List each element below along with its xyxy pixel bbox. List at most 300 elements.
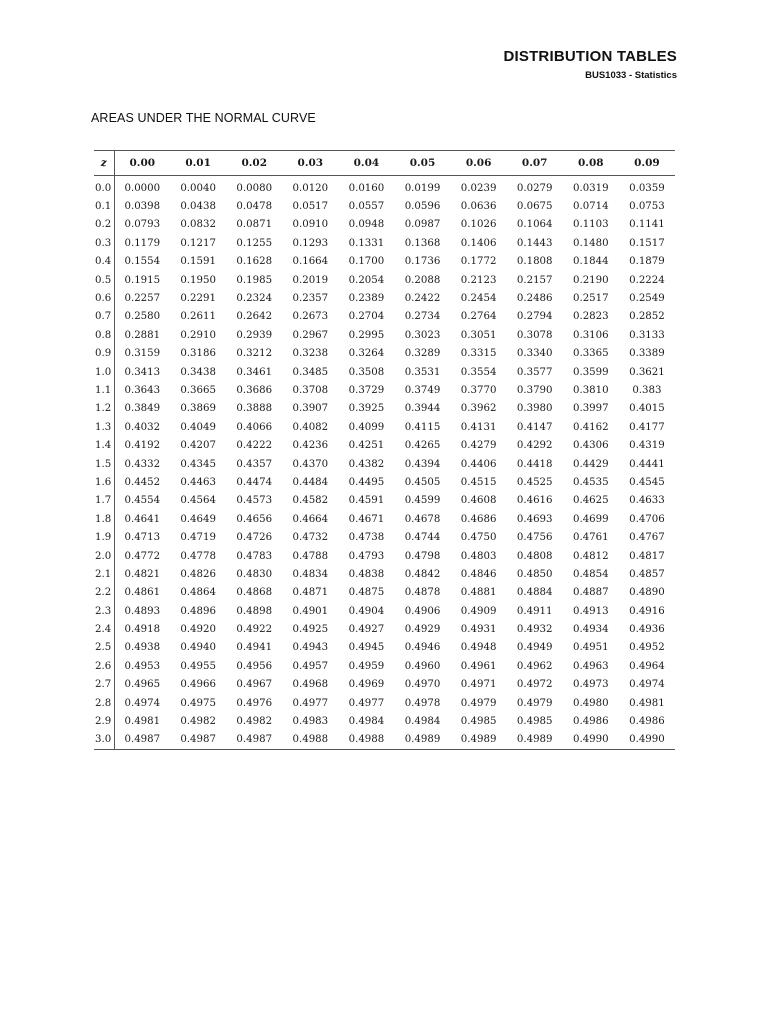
- probability-cell: 0.4319: [629, 440, 665, 452]
- probability-cell: 0.1179: [124, 237, 161, 249]
- z-value-cell: 0.4: [94, 253, 114, 271]
- probability-cell: 0.4525: [516, 476, 553, 488]
- document-title: DISTRIBUTION TABLES: [503, 48, 677, 65]
- probability-cell: 0.4830: [236, 568, 273, 580]
- probability-cell: 0.4887: [572, 587, 609, 599]
- probability-cell: 0.3790: [516, 384, 553, 396]
- probability-cell: 0.4798: [404, 550, 441, 562]
- probability-cell: 0.4927: [348, 624, 385, 636]
- probability-cell: 0.4591: [348, 495, 385, 507]
- probability-cell: 0.4641: [124, 513, 161, 525]
- probability-cell: 0.4960: [404, 660, 441, 672]
- z-value-cell: 0.8: [94, 326, 114, 344]
- probability-cell: 0.4913: [572, 605, 609, 617]
- probability-cell: 0.2224: [629, 274, 665, 286]
- probability-cell: 0.4732: [292, 532, 329, 544]
- probability-cell: 0.4972: [516, 679, 553, 691]
- probability-cell: 0.4987: [114, 731, 170, 750]
- table-row: [94, 234, 675, 252]
- probability-cell: 0.0398: [124, 201, 161, 213]
- probability-cell: 0.4761: [572, 532, 609, 544]
- probability-cell: 0.4918: [124, 624, 161, 636]
- probability-cell: 0.4940: [180, 642, 216, 654]
- probability-cell: 0.4706: [629, 513, 665, 525]
- probability-cell: 0.1217: [180, 237, 216, 249]
- probability-cell: 0.1293: [292, 237, 329, 249]
- probability-cell: 0.4955: [180, 660, 216, 672]
- probability-cell: 0.4979: [460, 697, 497, 709]
- probability-cell: 0.3577: [516, 366, 553, 378]
- z-value-cell: 1.6: [94, 473, 114, 491]
- probability-cell: 0.4881: [460, 587, 497, 599]
- probability-cell: 0.4973: [572, 679, 609, 691]
- probability-cell: 0.4946: [404, 642, 441, 654]
- probability-cell: 0.4357: [236, 458, 273, 470]
- probability-cell: 0.4699: [572, 513, 609, 525]
- probability-cell: 0.4842: [404, 568, 441, 580]
- probability-cell: 0.4986: [572, 716, 609, 728]
- probability-cell: 0.4952: [629, 642, 665, 654]
- probability-cell: 0.4608: [460, 495, 497, 507]
- z-value-cell: 1.4: [94, 436, 114, 454]
- probability-cell: 0.4976: [236, 697, 273, 709]
- table-row: [94, 712, 675, 730]
- table-row: [94, 289, 675, 307]
- probability-cell: 0.2389: [348, 293, 385, 305]
- probability-cell: 0.4854: [572, 568, 609, 580]
- probability-cell: 0.4959: [348, 660, 385, 672]
- probability-cell: 0.2881: [124, 329, 161, 341]
- probability-cell: 0.3665: [180, 384, 216, 396]
- probability-cell: 0.4988: [282, 731, 338, 750]
- probability-cell: 0.1628: [236, 256, 273, 268]
- probability-cell: 0.4394: [404, 458, 441, 470]
- probability-cell: 0.1443: [516, 237, 553, 249]
- column-header: 0.02: [226, 151, 282, 176]
- z-value-cell: 2.7: [94, 676, 114, 694]
- probability-cell: 0.3997: [572, 403, 609, 415]
- probability-cell: 0.4963: [572, 660, 609, 672]
- probability-cell: 0.2157: [516, 274, 553, 286]
- probability-cell: 0.4370: [292, 458, 329, 470]
- probability-cell: 0.4987: [170, 731, 226, 750]
- z-table-container: [94, 150, 675, 750]
- probability-cell: 0.4967: [236, 679, 273, 691]
- probability-cell: 0.4951: [572, 642, 609, 654]
- probability-cell: 0.4988: [338, 731, 394, 750]
- probability-cell: 0.1517: [629, 237, 665, 249]
- column-header: 0.08: [563, 151, 619, 176]
- probability-cell: 0.0359: [629, 182, 665, 194]
- probability-cell: 0.1808: [516, 256, 553, 268]
- probability-cell: 0.4207: [180, 440, 216, 452]
- table-row: [94, 253, 675, 271]
- probability-cell: 0.4738: [348, 532, 385, 544]
- probability-cell: 0.3485: [292, 366, 329, 378]
- table-row: [94, 547, 675, 565]
- probability-cell: 0.4857: [629, 568, 665, 580]
- probability-cell: 0.4265: [404, 440, 441, 452]
- probability-cell: 0.1331: [348, 237, 385, 249]
- probability-cell: 0.4916: [629, 605, 665, 617]
- probability-cell: 0.4884: [516, 587, 553, 599]
- probability-cell: 0.4984: [348, 716, 385, 728]
- table-row: [94, 271, 675, 289]
- probability-cell: 0.2190: [572, 274, 609, 286]
- table-row: [94, 197, 675, 215]
- probability-cell: 0.3159: [124, 348, 161, 360]
- probability-cell: 0.383: [632, 384, 662, 396]
- z-value-cell: 2.4: [94, 620, 114, 638]
- probability-cell: 0.0871: [236, 219, 273, 231]
- probability-cell: 0.4812: [572, 550, 609, 562]
- probability-cell: 0.4279: [460, 440, 497, 452]
- probability-cell: 0.0987: [404, 219, 441, 231]
- probability-cell: 0.4850: [516, 568, 553, 580]
- probability-cell: 0.4931: [460, 624, 497, 636]
- probability-cell: 0.4898: [236, 605, 273, 617]
- probability-cell: 0.4236: [292, 440, 329, 452]
- probability-cell: 0.4554: [124, 495, 161, 507]
- probability-cell: 0.4985: [460, 716, 497, 728]
- z-value-cell: 0.5: [94, 271, 114, 289]
- probability-cell: 0.2939: [236, 329, 273, 341]
- probability-cell: 0.4505: [404, 476, 441, 488]
- probability-cell: 0.4936: [629, 624, 665, 636]
- probability-cell: 0.2422: [404, 293, 441, 305]
- probability-cell: 0.4817: [629, 550, 665, 562]
- table-body: [94, 176, 675, 750]
- table-row: [94, 528, 675, 546]
- probability-cell: 0.4772: [124, 550, 161, 562]
- z-value-cell: 1.8: [94, 510, 114, 528]
- probability-cell: 0.2324: [236, 293, 273, 305]
- probability-cell: 0.4131: [460, 421, 497, 433]
- probability-cell: 0.4834: [292, 568, 329, 580]
- probability-cell: 0.4222: [236, 440, 273, 452]
- probability-cell: 0.2054: [348, 274, 385, 286]
- probability-cell: 0.4890: [629, 587, 665, 599]
- probability-cell: 0.3340: [516, 348, 553, 360]
- probability-cell: 0.4015: [629, 403, 665, 415]
- probability-cell: 0.4767: [629, 532, 665, 544]
- z-column-header: z: [94, 151, 114, 176]
- probability-cell: 0.1554: [124, 256, 161, 268]
- probability-cell: 0.4962: [516, 660, 553, 672]
- probability-cell: 0.4979: [516, 697, 553, 709]
- z-value-cell: 1.3: [94, 418, 114, 436]
- probability-cell: 0.1406: [460, 237, 497, 249]
- probability-cell: 0.4929: [404, 624, 441, 636]
- probability-cell: 0.4920: [180, 624, 216, 636]
- probability-cell: 0.4750: [460, 532, 497, 544]
- table-row: [94, 565, 675, 583]
- probability-cell: 0.3686: [236, 384, 273, 396]
- z-value-cell: 0.7: [94, 308, 114, 326]
- probability-cell: 0.4871: [292, 587, 329, 599]
- table-row: [94, 676, 675, 694]
- probability-cell: 0.4971: [460, 679, 497, 691]
- table-row: [94, 510, 675, 528]
- probability-cell: 0.0596: [404, 201, 441, 213]
- probability-cell: 0.1700: [348, 256, 385, 268]
- z-value-cell: 2.1: [94, 565, 114, 583]
- probability-cell: 0.0000: [124, 182, 161, 194]
- probability-cell: 0.3264: [348, 348, 385, 360]
- probability-cell: 0.4868: [236, 587, 273, 599]
- probability-cell: 0.4649: [180, 513, 216, 525]
- probability-cell: 0.2704: [348, 311, 385, 323]
- probability-cell: 0.3133: [629, 329, 665, 341]
- probability-cell: 0.2794: [516, 311, 553, 323]
- probability-cell: 0.3389: [629, 348, 665, 360]
- probability-cell: 0.4671: [348, 513, 385, 525]
- probability-cell: 0.0793: [124, 219, 161, 231]
- column-header: 0.09: [619, 151, 675, 176]
- probability-cell: 0.3315: [460, 348, 497, 360]
- z-value-cell: 2.5: [94, 639, 114, 657]
- probability-cell: 0.0438: [180, 201, 216, 213]
- z-value-cell: 0.3: [94, 234, 114, 252]
- probability-cell: 0.4147: [516, 421, 553, 433]
- probability-cell: 0.4484: [292, 476, 329, 488]
- section-heading: AREAS UNDER THE NORMAL CURVE: [91, 111, 316, 125]
- course-subtitle: BUS1033 - Statistics: [585, 70, 677, 81]
- probability-cell: 0.3888: [236, 403, 273, 415]
- probability-cell: 0.2642: [236, 311, 273, 323]
- probability-cell: 0.2291: [180, 293, 216, 305]
- probability-cell: 0.4756: [516, 532, 553, 544]
- probability-cell: 0.4826: [180, 568, 216, 580]
- probability-cell: 0.4292: [516, 440, 553, 452]
- table-row: [94, 418, 675, 436]
- probability-cell: 0.0040: [180, 182, 216, 194]
- probability-cell: 0.1736: [404, 256, 441, 268]
- z-value-cell: 0.1: [94, 197, 114, 215]
- probability-cell: 0.4982: [180, 716, 216, 728]
- probability-cell: 0.4977: [348, 697, 385, 709]
- probability-cell: 0.0714: [572, 201, 609, 213]
- probability-cell: 0.0948: [348, 219, 385, 231]
- probability-cell: 0.1879: [629, 256, 665, 268]
- probability-cell: 0.4893: [124, 605, 161, 617]
- probability-cell: 0.3849: [124, 403, 161, 415]
- probability-cell: 0.4945: [348, 642, 385, 654]
- probability-cell: 0.0160: [348, 182, 385, 194]
- table-row: [94, 308, 675, 326]
- table-row: [94, 731, 675, 750]
- probability-cell: 0.3078: [516, 329, 553, 341]
- z-value-cell: 1.9: [94, 528, 114, 546]
- probability-cell: 0.4633: [629, 495, 665, 507]
- probability-cell: 0.0239: [460, 182, 497, 194]
- probability-cell: 0.4977: [292, 697, 329, 709]
- probability-cell: 0.0557: [348, 201, 385, 213]
- probability-cell: 0.3531: [404, 366, 441, 378]
- column-header: 0.01: [170, 151, 226, 176]
- probability-cell: 0.4974: [629, 679, 665, 691]
- probability-cell: 0.0319: [572, 182, 609, 194]
- probability-cell: 0.3907: [292, 403, 329, 415]
- z-value-cell: 0.2: [94, 216, 114, 234]
- probability-cell: 0.3729: [348, 384, 385, 396]
- probability-cell: 0.1985: [236, 274, 273, 286]
- probability-cell: 0.4974: [124, 697, 161, 709]
- probability-cell: 0.3461: [236, 366, 273, 378]
- probability-cell: 0.4783: [236, 550, 273, 562]
- probability-cell: 0.2995: [348, 329, 385, 341]
- probability-cell: 0.2088: [404, 274, 441, 286]
- probability-cell: 0.3810: [572, 384, 609, 396]
- probability-cell: 0.4463: [180, 476, 216, 488]
- probability-cell: 0.1772: [460, 256, 497, 268]
- probability-cell: 0.1915: [124, 274, 161, 286]
- probability-cell: 0.4904: [348, 605, 385, 617]
- probability-cell: 0.4452: [124, 476, 161, 488]
- probability-cell: 0.2910: [180, 329, 216, 341]
- probability-cell: 0.4115: [404, 421, 441, 433]
- table-row: [94, 584, 675, 602]
- probability-cell: 0.4932: [516, 624, 553, 636]
- probability-cell: 0.4875: [348, 587, 385, 599]
- z-value-cell: 1.1: [94, 381, 114, 399]
- probability-cell: 0.2257: [124, 293, 161, 305]
- probability-cell: 0.1844: [572, 256, 609, 268]
- probability-cell: 0.4943: [292, 642, 329, 654]
- probability-cell: 0.4983: [292, 716, 329, 728]
- table-row: [94, 620, 675, 638]
- z-value-cell: 2.3: [94, 602, 114, 620]
- probability-cell: 0.4418: [516, 458, 553, 470]
- probability-cell: 0.4625: [572, 495, 609, 507]
- probability-cell: 0.4948: [460, 642, 497, 654]
- probability-cell: 0.4961: [460, 660, 497, 672]
- probability-cell: 0.3289: [404, 348, 441, 360]
- column-header: 0.06: [451, 151, 507, 176]
- z-value-cell: 0.9: [94, 345, 114, 363]
- probability-cell: 0.4953: [124, 660, 161, 672]
- table-row: [94, 473, 675, 491]
- probability-cell: 0.4474: [236, 476, 273, 488]
- table-row: [94, 345, 675, 363]
- probability-cell: 0.1255: [236, 237, 273, 249]
- probability-cell: 0.4925: [292, 624, 329, 636]
- probability-cell: 0.0832: [180, 219, 216, 231]
- probability-cell: 0.2019: [292, 274, 329, 286]
- probability-cell: 0.3599: [572, 366, 609, 378]
- probability-cell: 0.3413: [124, 366, 161, 378]
- probability-cell: 0.3023: [404, 329, 441, 341]
- probability-cell: 0.4989: [451, 731, 507, 750]
- probability-cell: 0.2852: [629, 311, 665, 323]
- table-row: [94, 492, 675, 510]
- probability-cell: 0.4956: [236, 660, 273, 672]
- probability-cell: 0.4515: [460, 476, 497, 488]
- probability-cell: 0.1591: [180, 256, 216, 268]
- probability-cell: 0.4808: [516, 550, 553, 562]
- probability-cell: 0.1664: [292, 256, 329, 268]
- probability-cell: 0.4911: [516, 605, 553, 617]
- probability-cell: 0.0478: [236, 201, 273, 213]
- probability-cell: 0.3749: [404, 384, 441, 396]
- probability-cell: 0.4495: [348, 476, 385, 488]
- probability-cell: 0.4599: [404, 495, 441, 507]
- z-value-cell: 1.2: [94, 400, 114, 418]
- probability-cell: 0.3944: [404, 403, 441, 415]
- probability-cell: 0.4686: [460, 513, 497, 525]
- z-value-cell: 3.0: [94, 731, 114, 750]
- probability-cell: 0.4985: [516, 716, 553, 728]
- probability-cell: 0.4970: [404, 679, 441, 691]
- probability-cell: 0.4429: [572, 458, 609, 470]
- probability-cell: 0.4975: [180, 697, 216, 709]
- probability-cell: 0.4964: [629, 660, 665, 672]
- probability-cell: 0.0675: [516, 201, 553, 213]
- probability-cell: 0.4986: [629, 716, 665, 728]
- probability-cell: 0.4982: [236, 716, 273, 728]
- probability-cell: 0.4901: [292, 605, 329, 617]
- probability-cell: 0.1950: [180, 274, 216, 286]
- z-value-cell: 1.0: [94, 363, 114, 381]
- column-header: 0.05: [394, 151, 450, 176]
- probability-cell: 0.4099: [348, 421, 385, 433]
- probability-cell: 0.4778: [180, 550, 216, 562]
- probability-cell: 0.4192: [124, 440, 161, 452]
- probability-cell: 0.4664: [292, 513, 329, 525]
- probability-cell: 0.2486: [516, 293, 553, 305]
- probability-cell: 0.4382: [348, 458, 385, 470]
- probability-cell: 0.4968: [292, 679, 329, 691]
- probability-cell: 0.2764: [460, 311, 497, 323]
- probability-cell: 0.2734: [404, 311, 441, 323]
- probability-cell: 0.3962: [460, 403, 497, 415]
- table-row: [94, 400, 675, 418]
- probability-cell: 0.2517: [572, 293, 609, 305]
- probability-cell: 0.3869: [180, 403, 216, 415]
- probability-cell: 0.4788: [292, 550, 329, 562]
- table-header-row: [94, 151, 675, 176]
- probability-cell: 0.1026: [460, 219, 497, 231]
- z-value-cell: 2.8: [94, 694, 114, 712]
- probability-cell: 0.4545: [629, 476, 665, 488]
- z-value-cell: 0.6: [94, 289, 114, 307]
- table-row: [94, 176, 675, 198]
- probability-cell: 0.4049: [180, 421, 216, 433]
- probability-cell: 0.4803: [460, 550, 497, 562]
- probability-cell: 0.4846: [460, 568, 497, 580]
- column-header: 0.00: [114, 151, 170, 176]
- probability-cell: 0.4345: [180, 458, 216, 470]
- probability-cell: 0.4251: [348, 440, 385, 452]
- table-row: [94, 657, 675, 675]
- probability-cell: 0.4821: [124, 568, 161, 580]
- probability-cell: 0.4332: [124, 458, 161, 470]
- probability-cell: 0.4989: [394, 731, 450, 750]
- probability-cell: 0.4406: [460, 458, 497, 470]
- probability-cell: 0.1141: [629, 219, 665, 231]
- probability-cell: 0.4719: [180, 532, 216, 544]
- probability-cell: 0.4177: [629, 421, 665, 433]
- column-header: 0.04: [338, 151, 394, 176]
- probability-cell: 0.4966: [180, 679, 216, 691]
- z-value-cell: 2.2: [94, 584, 114, 602]
- probability-cell: 0.4032: [124, 421, 161, 433]
- probability-cell: 0.3438: [180, 366, 216, 378]
- probability-cell: 0.4582: [292, 495, 329, 507]
- probability-cell: 0.4969: [348, 679, 385, 691]
- probability-cell: 0.4564: [180, 495, 216, 507]
- probability-cell: 0.4678: [404, 513, 441, 525]
